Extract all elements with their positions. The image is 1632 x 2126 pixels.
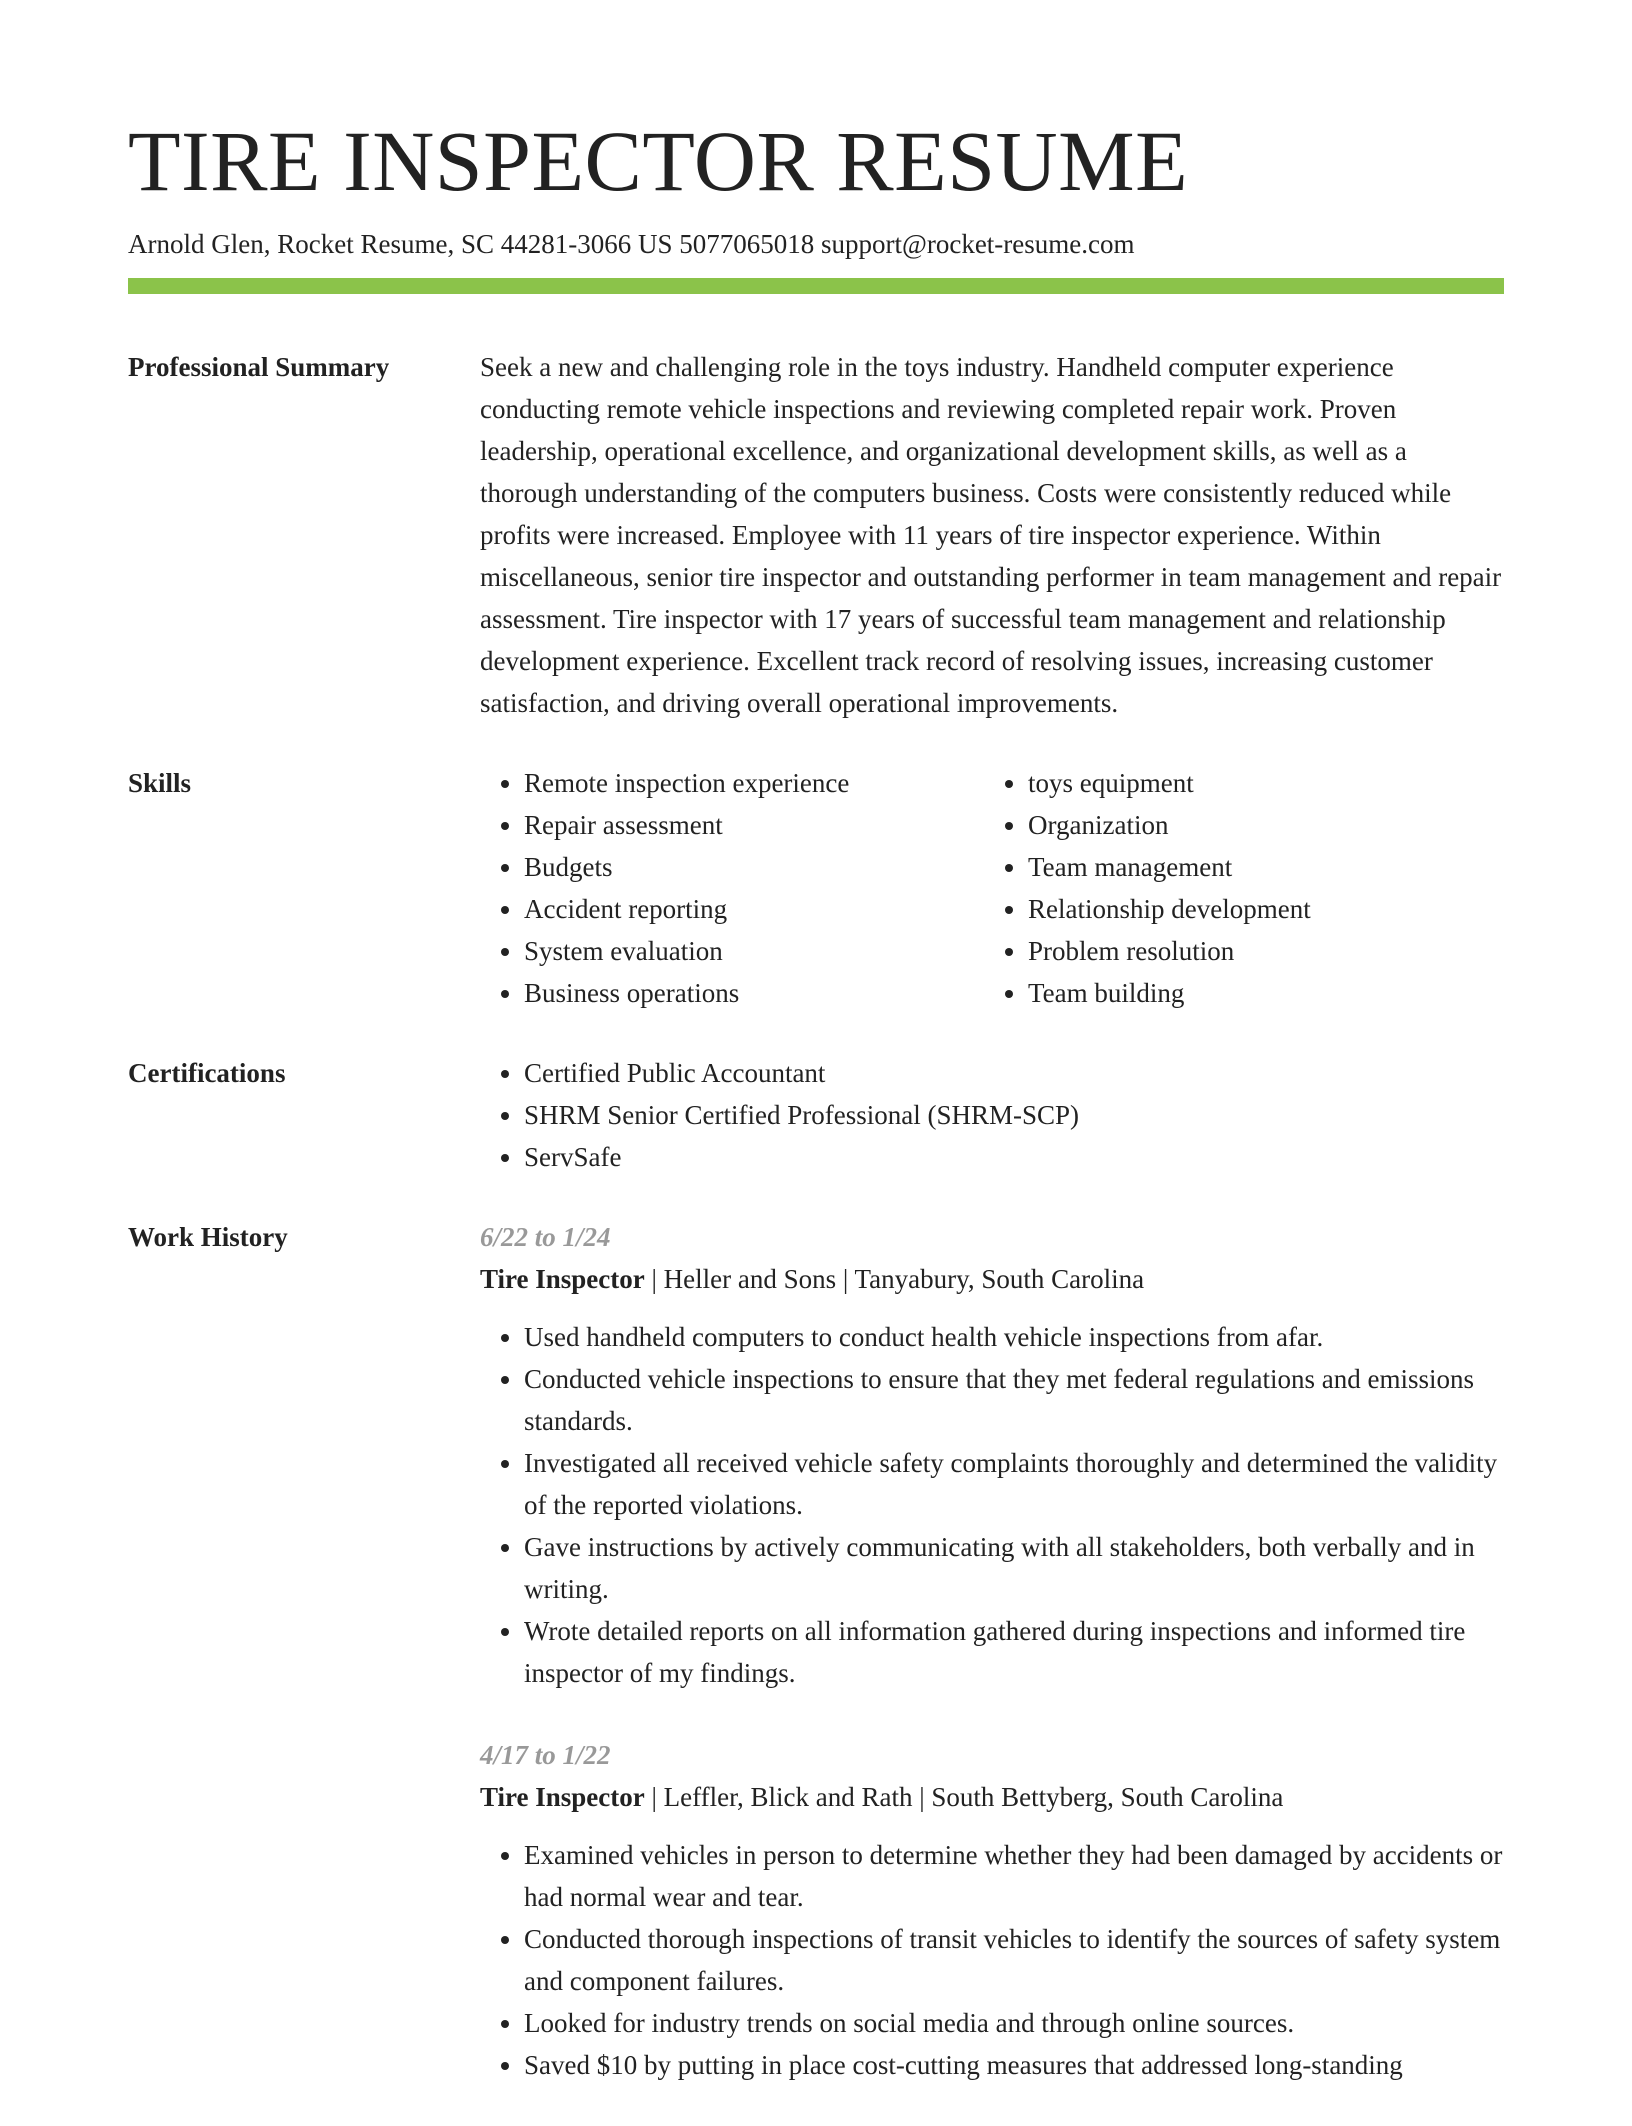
section-label-certifications: Certifications — [128, 1058, 286, 1089]
work-history-section — [128, 1216, 1504, 2126]
resume-title: TIRE INSPECTOR RESUME — [128, 113, 1189, 209]
job-bullets — [480, 1316, 1504, 1694]
contact-name: Arnold Glen, — [128, 229, 271, 259]
accent-divider — [128, 278, 1504, 294]
job-title: Tire Inspector — [480, 1782, 645, 1813]
job-bullet: • Used handheld computers to conduct health vehicle inspections from afar. — [524, 1316, 1504, 1358]
job-details: | Heller and Sons | Tanyabury, South Carolina — [644, 1264, 1145, 1295]
job-bullet: • Gave instructions by actively communicating with all stakeholders, both verbally and in writing. — [524, 1526, 1504, 1610]
skill-item: • Team building — [1028, 972, 1488, 1014]
summary-section — [128, 346, 1504, 724]
job-bullet: • Investigated all received vehicle safety complaints thoroughly and determined the validity of the reported violations. — [524, 1442, 1504, 1526]
certification-item: • Certified Public Accountant — [524, 1052, 1504, 1094]
skill-item: • Problem resolution — [1028, 930, 1488, 972]
job-bullet: • Examined vehicles in person to determine whether they had been damaged by accidents or had normal wear and tear. — [524, 1834, 1504, 1918]
contact-line — [128, 228, 1504, 260]
job-dates: 4/17 to 1/22 — [480, 1740, 611, 1771]
job-entry — [480, 1216, 1504, 1694]
certification-item: • ServSafe — [524, 1136, 1504, 1178]
skill-item: • Repair assessment — [524, 804, 984, 846]
skill-item: • System evaluation — [524, 930, 984, 972]
summary-text: Seek a new and challenging role in the toys industry. Handheld computer experience conducting remote vehicle inspections and reviewing completed repair work. Proven leadership, operational excellence, and organizational development skills, as well as a thorough understanding of the computers business. Costs were consistently reduced while profits were increased. Employee with 11 years of tire inspector experience. Within miscellaneous, senior tire inspector and outstanding performer in team management and repair assessment. Tire inspector with 17 years of successful team management and relationship development experience. Excellent track record of resolving issues, increasing customer satisfaction, and driving overall operational improvements. — [480, 352, 1502, 719]
job-title-line — [480, 1258, 1504, 1300]
job-bullet: • Saved $10 by putting in place cost-cutting measures that addressed long-standing — [524, 2044, 1504, 2086]
section-label-skills: Skills — [128, 768, 192, 799]
job-bullet: • Looked for industry trends on social media and through online sources. — [524, 2002, 1504, 2044]
skill-item: • Accident reporting — [524, 888, 984, 930]
skill-item: • Organization — [1028, 804, 1488, 846]
skill-item: • Remote inspection experience — [524, 762, 984, 804]
contact-address: Rocket Resume, SC 44281-3066 US — [277, 229, 673, 259]
job-bullet: • Wrote detailed reports on all information gathered during inspections and informed tire inspector of my findings. — [524, 1610, 1504, 1694]
certifications-section — [128, 1052, 1504, 1178]
skill-item: • Business operations — [524, 972, 984, 1014]
skills-list-right — [984, 762, 1488, 1014]
skills-section — [128, 762, 1504, 1014]
section-label-work-history: Work History — [128, 1222, 288, 1253]
job-dates: 6/22 to 1/24 — [480, 1222, 611, 1253]
job-title-line — [480, 1776, 1504, 1818]
skill-item: • toys equipment — [1028, 762, 1488, 804]
contact-email: support@rocket-resume.com — [820, 229, 1135, 259]
skills-list-left — [480, 762, 984, 1014]
certification-item: • SHRM Senior Certified Professional (SHRM-SCP) — [524, 1094, 1504, 1136]
section-label-summary: Professional Summary — [128, 352, 390, 383]
job-bullet: • Conducted thorough inspections of transit vehicles to identify the sources of safety system and component failures. — [524, 1918, 1504, 2002]
job-bullet: • Conducted vehicle inspections to ensure that they met federal regulations and emissions standards. — [524, 1358, 1504, 1442]
job-bullets — [480, 1834, 1504, 2086]
job-entry — [480, 1734, 1504, 2086]
certifications-list — [480, 1052, 1504, 1178]
skill-item: • Budgets — [524, 846, 984, 888]
contact-phone: 5077065018 — [679, 229, 815, 259]
job-details: | Leffler, Blick and Rath | South Bettyberg, South Carolina — [644, 1782, 1284, 1813]
job-title: Tire Inspector — [480, 1264, 645, 1295]
skill-item: • Relationship development — [1028, 888, 1488, 930]
skill-item: • Team management — [1028, 846, 1488, 888]
